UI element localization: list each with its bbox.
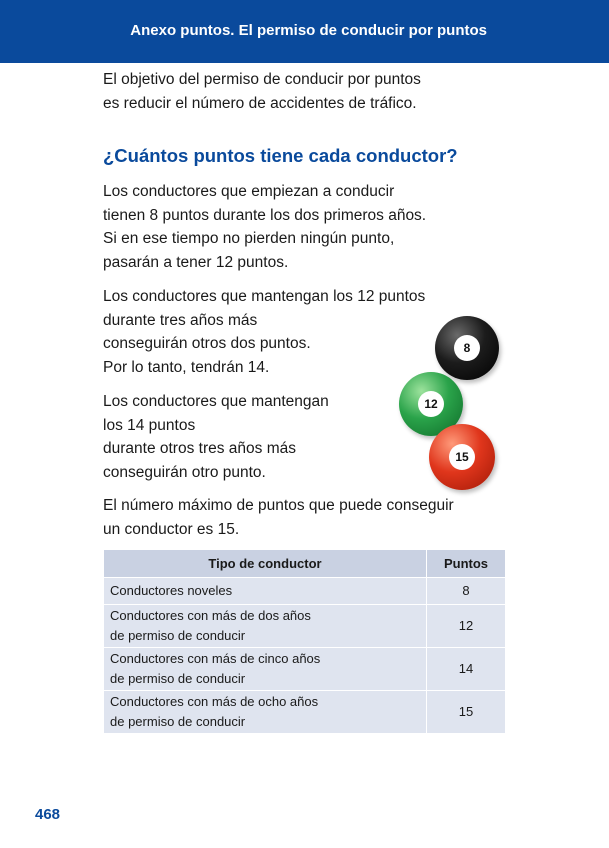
paragraph-fourteen-points (103, 390, 329, 484)
paragraph-line: Los conductores que mantengan los 12 puntos (103, 288, 426, 305)
driver-type-line: de permiso de conducir (110, 671, 246, 686)
driver-type-cell (104, 691, 427, 734)
intro-paragraph (103, 68, 421, 115)
driver-type-line: de permiso de conducir (110, 714, 246, 729)
driver-type-cell (104, 578, 427, 605)
red-ball-15 (429, 424, 495, 490)
black-ball-8 (435, 316, 499, 380)
column-header-points: Puntos (427, 550, 506, 578)
paragraph-line: los 14 puntos (103, 416, 196, 434)
page-number: 468 (35, 806, 61, 823)
points-cell: 12 (427, 605, 506, 648)
driver-type-line: Conductores noveles (110, 583, 233, 598)
points-cell: 14 (427, 648, 506, 691)
driver-type-line: Conductores con más de cinco años (110, 651, 321, 666)
page-header (0, 0, 609, 63)
driver-type-cell (104, 648, 427, 691)
paragraph-line: El número máximo de puntos que puede conseguir (103, 497, 454, 514)
intro-line: El objetivo del permiso de conducir por puntos (103, 71, 421, 88)
paragraph-line: Los conductores que empiezan a conducir (103, 183, 395, 200)
driver-type-line: Conductores con más de ocho años (110, 694, 319, 709)
table-row (104, 605, 506, 648)
driver-type-line: de permiso de conducir (110, 628, 246, 643)
paragraph-line: conseguirán otros dos puntos. (103, 335, 311, 352)
paragraph-line: durante tres años más (103, 311, 258, 329)
paragraph-max-points (103, 494, 454, 541)
table-row (104, 648, 506, 691)
ball-number: 15 (449, 444, 475, 470)
paragraph-twelve-points (103, 285, 425, 379)
points-cell: 8 (427, 578, 506, 605)
points-table (103, 549, 506, 734)
paragraph-line: durante otros tres años más (103, 440, 296, 457)
paragraph-line: Si en ese tiempo no pierden ningún punto, (103, 230, 395, 247)
paragraph-line: conseguirán otro punto. (103, 463, 266, 481)
paragraph-line: tienen 8 puntos durante los dos primeros años. (103, 206, 427, 224)
section-heading: ¿Cuántos puntos tiene cada conductor? (103, 145, 458, 166)
driver-type-line: Conductores con más de dos años (110, 608, 311, 623)
table-row (104, 691, 506, 734)
paragraph-line: un conductor es 15. (103, 520, 240, 538)
intro-line: es reducir el número de accidentes de tráfico. (103, 94, 417, 112)
points-cell: 15 (427, 691, 506, 734)
paragraph-line: Los conductores que mantengan (103, 393, 329, 410)
driver-type-cell (104, 605, 427, 648)
ball-number: 8 (454, 335, 480, 361)
column-header-type: Tipo de conductor (104, 550, 427, 578)
paragraph-line: Por lo tanto, tendrán 14. (103, 358, 270, 376)
header-title: Anexo puntos. El permiso de conducir por puntos (130, 22, 487, 39)
billiard-balls-illustration (395, 310, 510, 490)
table-row (104, 578, 506, 605)
paragraph-new-drivers (103, 180, 426, 274)
ball-number: 12 (418, 391, 444, 417)
paragraph-line: pasarán a tener 12 puntos. (103, 253, 289, 271)
table-header-row (104, 550, 506, 578)
